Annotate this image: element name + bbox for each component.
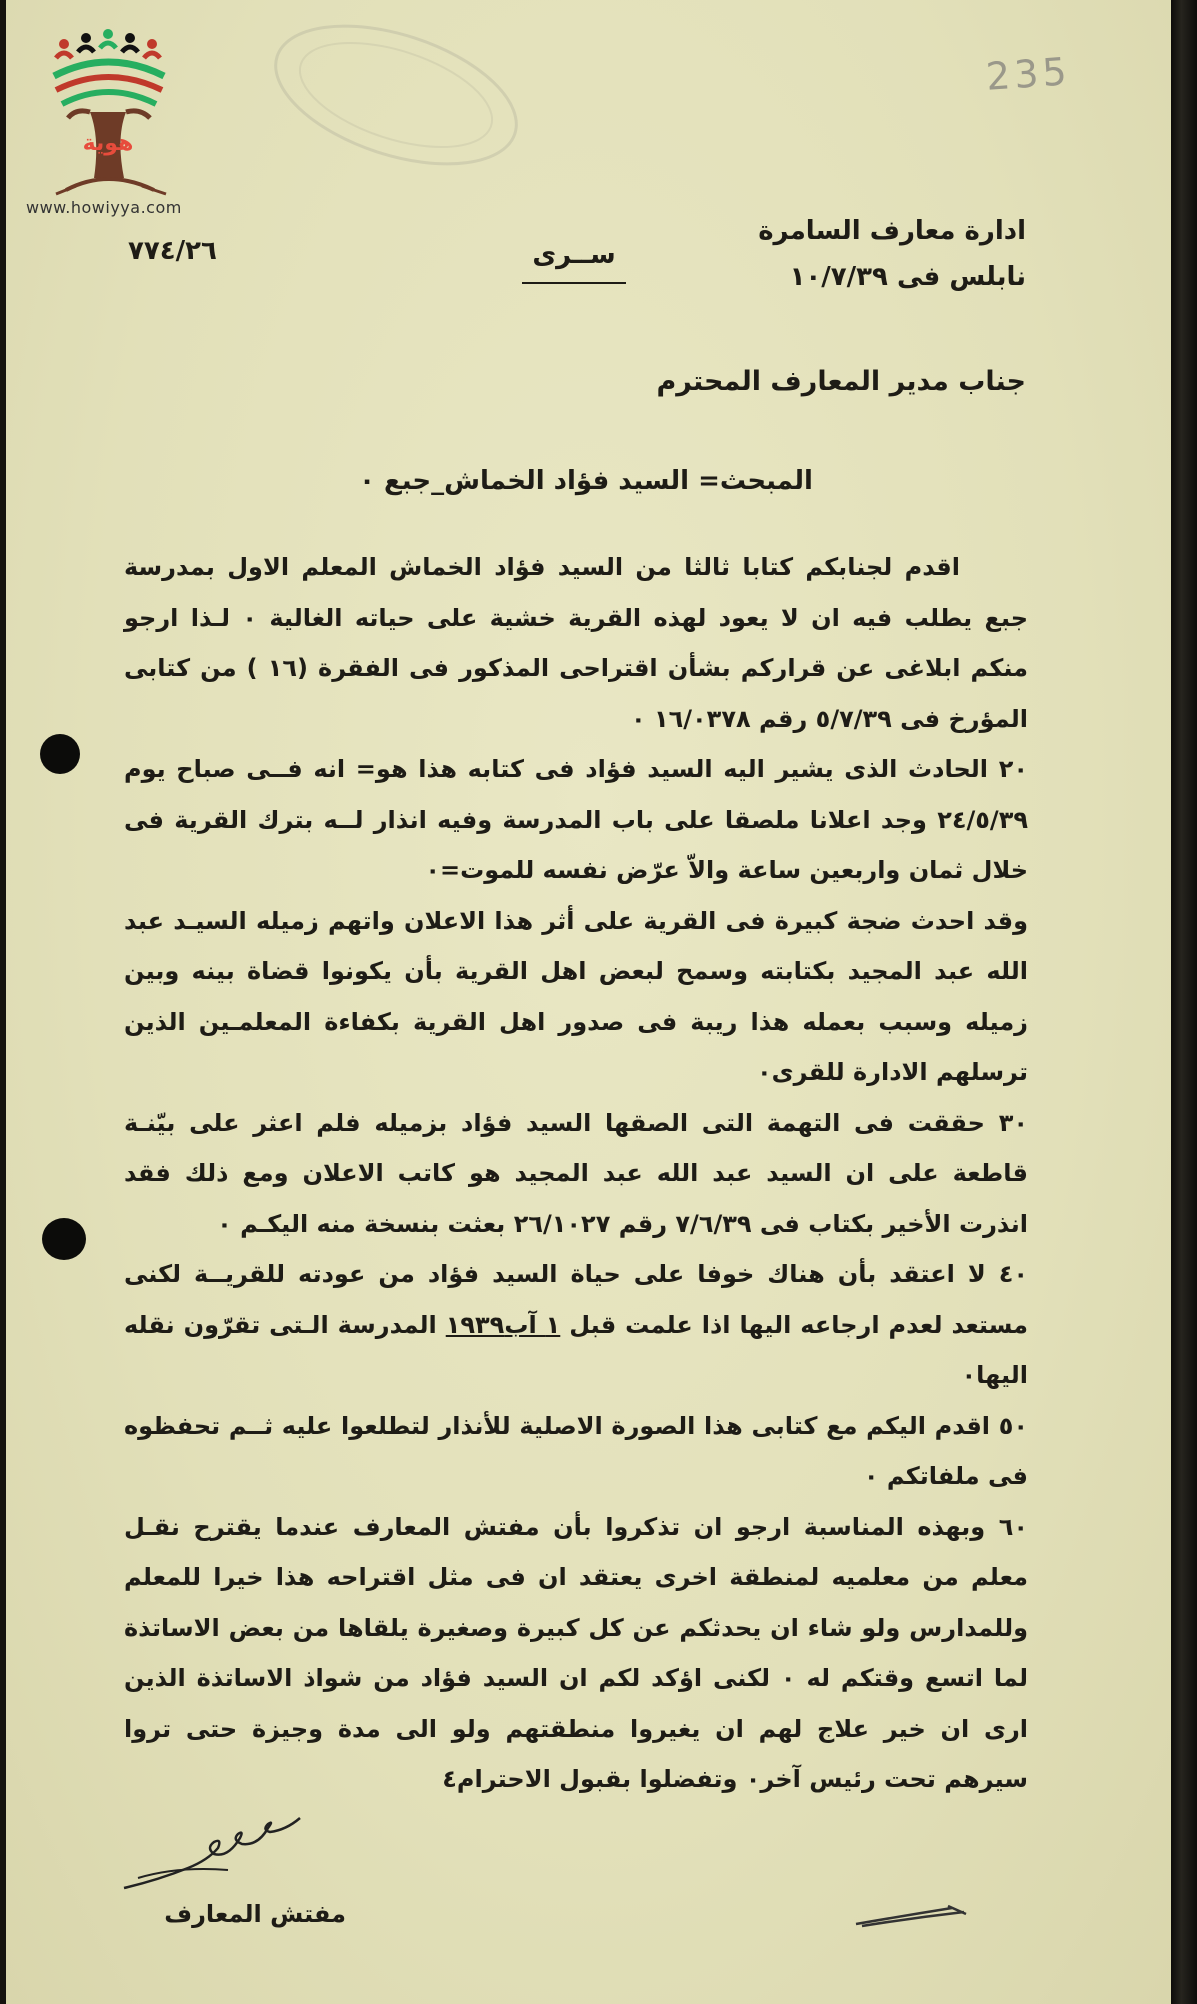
paragraph-5-end: المدرسة الـتى تقرّون نقله اليها٠ [124, 1310, 1028, 1389]
letter-header [686, 208, 1026, 300]
archive-page-number: 235 [984, 49, 1072, 99]
document-page [6, 0, 1171, 2004]
signatory-title: مفتش المعارف [164, 1900, 346, 1928]
office-name: ادارة معارف السامرة [758, 216, 1026, 246]
underlined-date: ١ آب١٩٣٩ [445, 1310, 561, 1339]
paragraph-3: وقد احدث ضجة كبيرة فى القرية على أثر هذا الاعلان واتهم زميله السيـد عبد الله عبد المجيد بكتابته وسمح لبعض اهل القرية بأن يكونوا قضاة بينه وبين زميله وسبب بعمله هذا ريبة فى صدور اهل القرية بكفاءة المعلمـين الذين ترسلهم الادارة للقرى٠ [124, 906, 1028, 1086]
salutation: جناب مدير المعارف المحترم [656, 366, 1026, 397]
scan-edge [1171, 0, 1197, 2004]
paragraph-7: ٦٠ وبهذه المناسبة ارجو ان تذكروا بأن مفتش المعارف عندما يقترح نقـل معلم من معلميه لمنطقة اخرى يعتقد ان فى مثل اقتراحه هذا خيرا للمعلم وللمدارس ولو شاء ان يحدثكم عن كل كبيرة وصغيرة يلقاها من بعض الاساتذة لما اتسع وقتكم له ٠ لكنى اؤكد لكم ان السيد فؤاد من شواذ الاساتذة الذين ارى ان خير علاج لهم ان يغيروا منطقتهم ولو الى مدة وجيزة حتى تروا سيرهم تحت رئيس آخر٠ وتفضلوا بقبول الاحترام٤ [124, 1512, 1028, 1793]
people-icon [56, 29, 160, 58]
howiyya-logo [46, 28, 186, 198]
paragraph-4: ٣٠ حققت فى التهمة التى الصقها السيد فؤاد بزميله فلم اعثر على بيّنـة قاطعة على ان السيد عبد الله عبد المجيد هو كاتب الاعلان ومع ذلك فقد انذرت الأخير بكتاب فى ٧/٦/٣٩ رقم ٢٦/١٠٢٧ بعثت بنسخة منه اليكـم ٠ [124, 1108, 1028, 1238]
punch-hole-bottom [42, 1218, 86, 1260]
paragraph-5-start: ٤٠ لا اعتقد بأن هناك خوفا على حياة السيد فؤاد من عودته للقريــة لكنى مستعد لعدم ارجاعه اليها اذا علمت قبل [124, 1260, 1028, 1339]
subject-line: المبحث= السيد فؤاد الخماش_جبع ٠ [359, 466, 813, 496]
faded-stamp [252, 0, 539, 197]
paragraph-6: ٥٠ اقدم اليكم مع كتابى هذا الصورة الاصلية للأنذار لتطلعوا عليه ثــم تحفظوه فى ملفاتكم ٠ [124, 1411, 1028, 1490]
handwritten-signature [118, 1808, 318, 1898]
watermark-url: www.howiyya.com [26, 198, 182, 217]
letter-body [124, 542, 1028, 1805]
paragraph-5 [124, 1249, 1028, 1401]
classification-label: ســرى [532, 240, 616, 270]
pen-stroke-mark [852, 1900, 972, 1930]
classification-underline [522, 282, 626, 284]
place-date: نابلس فى ١٠/٧/٣٩ [789, 262, 1026, 292]
reference-number: ٧٧٤/٢٦ [128, 236, 217, 266]
logo-text: هوية [82, 131, 134, 156]
paragraph-2: ٢٠ الحادث الذى يشير اليه السيد فؤاد فى كتابه هذا هو= انه فــى صباح يوم ٢٤/٥/٣٩ وجد اعلانا ملصقا على باب المدرسة وفيه انذار لــه بترك القرية فى خلال ثمان واربعين ساعة والاّ عرّض نفسه للموت=٠ [124, 755, 1028, 884]
paragraph-1: اقدم لجنابكم كتابا ثالثا من السيد فؤاد الخماش المعلم الاول بمدرسة جبع يطلب فيه ان لا يعود لهذه القرية خشية على حياته الغالية ٠ لـذا ارجو منكم ابلاغى عن قراركم بشأن اقتراحى المذكور فى الفقرة (١٦ ) من كتابى المؤرخ فى ٥/٧/٣٩ رقم ١٦/٠٣٧٨ ٠ [124, 553, 1029, 733]
punch-hole-top [40, 734, 80, 774]
